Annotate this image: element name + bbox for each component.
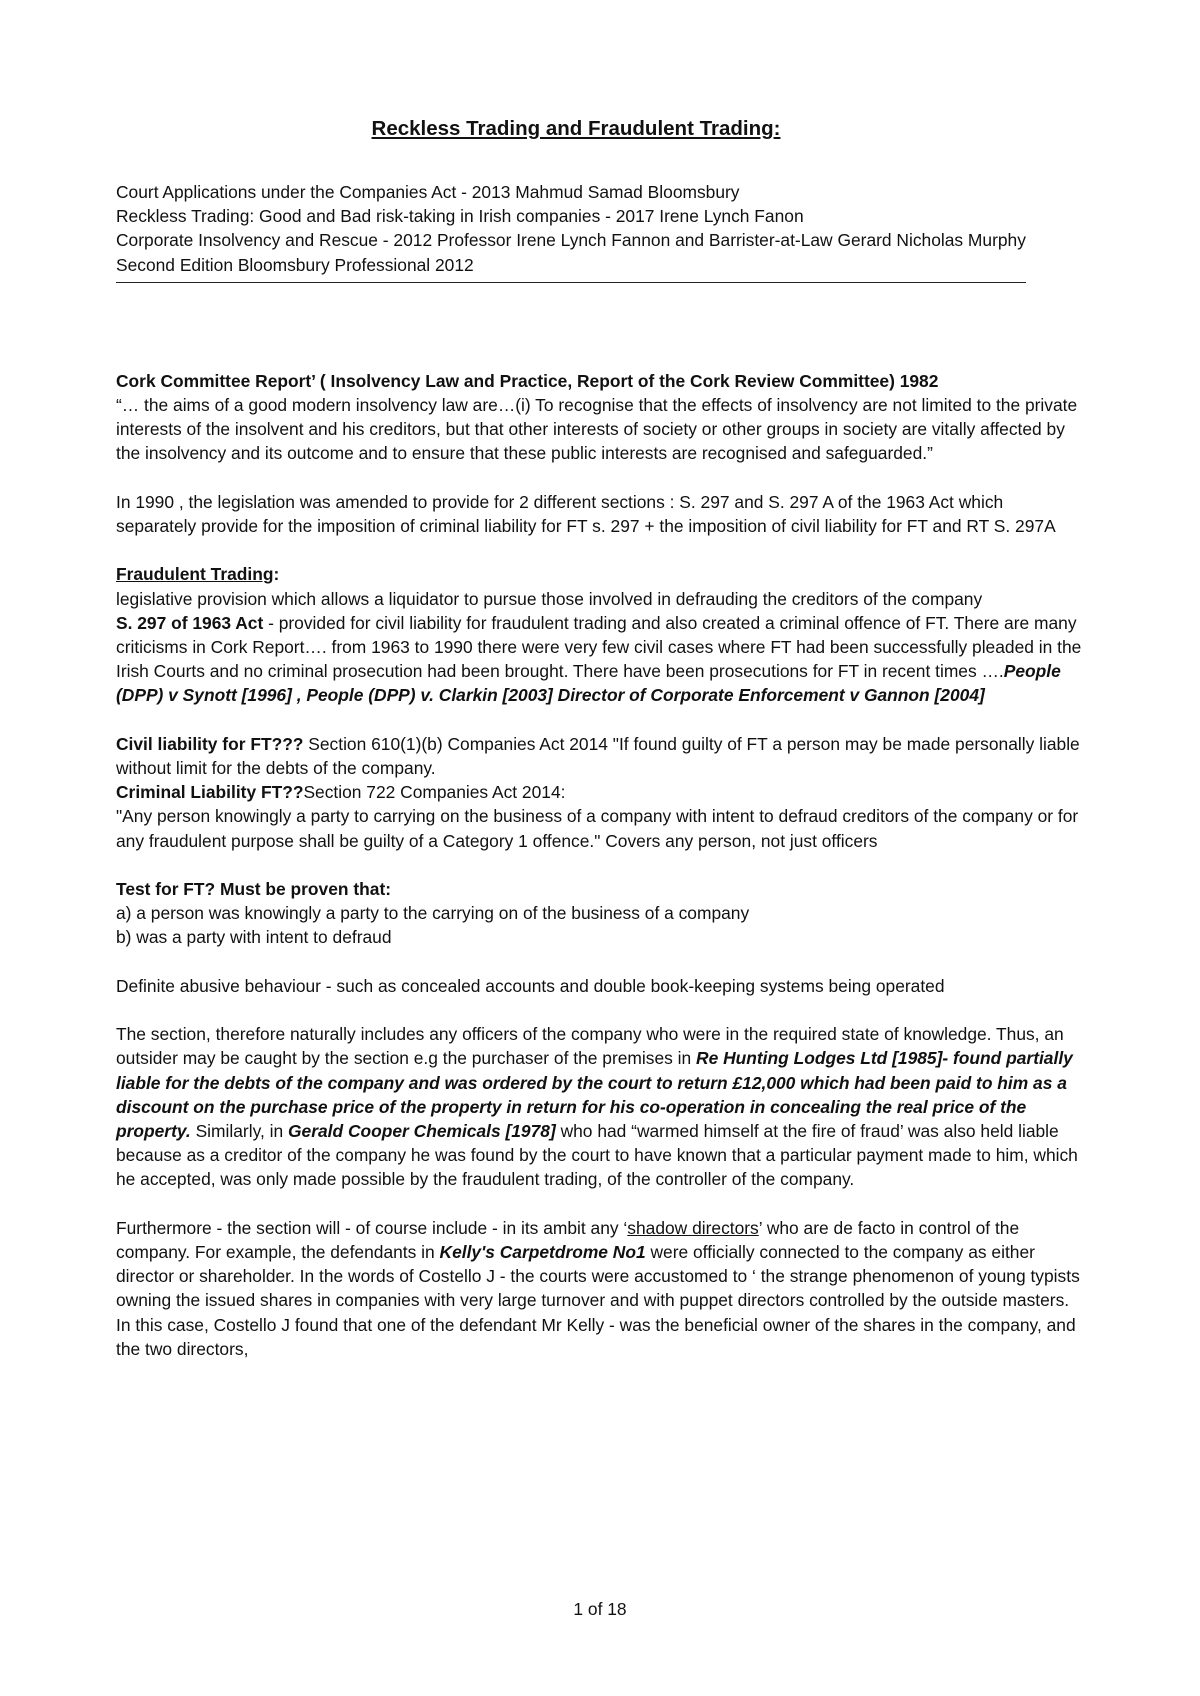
scope-text: who had “warmed himself at the fire of fraud’ was also held liable because as a creditor of the company he was found by the court to have known that a particular payment made to him, which he accepted, was only made possible by the fraudulent trading, of the controller of the company. — [116, 1121, 1078, 1190]
civil-liability-text: Section 610(1)(b) Companies Act 2014 "If found guilty of FT a person may be made personally liable without limit for the debts of the company. — [116, 733, 1080, 779]
fraudulent-trading-heading: Fraudulent Trading — [116, 564, 274, 585]
scope-text: The section, therefore naturally includes any officers of the company who were in the required state of knowledge. Thus, an outsider may be caught by the section e.g the purchaser of the premises in — [116, 1024, 1064, 1069]
scope-text: Similarly, in — [190, 1121, 289, 1142]
case-kellys-carpetdrome: Kelly's Carpetdrome No1 — [439, 1242, 646, 1263]
section-scope-paragraph — [116, 1022, 1088, 1191]
s297-label: S. 297 of 1963 Act — [116, 612, 264, 633]
cork-report-quote: “… the aims of a good modern insolvency law are…(i) To recognise that the effects of insolvency are not limited to the private interests of the insolvent and his creditors, but that other interests of society or other groups in society are vitally affected by the insolvency and its outcome and to ensure that these public interests are recognised and safeguarded.” — [116, 395, 1078, 464]
criminal-liability-label: Criminal Liability FT?? — [116, 782, 304, 803]
s297-text: - provided for civil liability for fraudulent trading and also created a criminal offence of FT. There are many criticisms in Cork Report…. from 1963 to 1990 there were very few civil cases where FT had been successfully pleaded in the Irish Courts and no criminal prosecution had been brought. There have been prosecutions for FT in recent times …. — [116, 612, 1082, 682]
shadow-directors-term: shadow directors — [627, 1217, 759, 1238]
shadow-text: ’ who are de facto in control of the company. For example, the defendants in — [116, 1217, 1020, 1263]
references-list — [116, 180, 1088, 277]
abusive-behaviour-paragraph: Definite abusive behaviour - such as concealed accounts and double book-keeping systems being operated — [116, 975, 945, 996]
reference-item: Court Applications under the Companies Act - 2013 Mahmud Samad Bloomsbury — [116, 182, 740, 202]
cork-report-heading: Cork Committee Report’ ( Insolvency Law and Practice, Report of the Cork Review Committee) 1982 — [116, 370, 939, 391]
test-item-b: b) was a party with intent to defraud — [116, 927, 392, 948]
criminal-liability-text: Section 722 Companies Act 2014: — [303, 782, 566, 803]
liability-paragraph — [116, 732, 1088, 853]
fraudulent-trading-definition: legislative provision which allows a liquidator to pursue those involved in defrauding the creditors of the company — [116, 588, 983, 609]
reference-item: Reckless Trading: Good and Bad risk-taking in Irish companies - 2017 Irene Lynch Fanon — [116, 206, 804, 227]
reference-item: Corporate Insolvency and Rescue - 2012 Professor Irene Lynch Fannon and Barrister-at-Law Gerard Nicholas Murphy Second Edition Bloomsbury Professional 2012 — [116, 230, 1026, 275]
legislation-1990-paragraph: In 1990 , the legislation was amended to provide for 2 different sections : S. 297 and S. 297 A of the 1963 Act which separately provide for the imposition of criminal liability for FT s. 297 + the imposition of civil liability for FT and RT S. 297A — [116, 491, 1056, 537]
page-number: 1 of 18 — [573, 1599, 627, 1619]
page-content — [116, 116, 1088, 1361]
fraudulent-trading-section — [116, 562, 1088, 707]
civil-liability-label: Civil liability for FT??? — [116, 733, 304, 754]
shadow-directors-paragraph — [116, 1216, 1088, 1361]
case-hunting-lodges: Re Hunting Lodges Ltd [1985]- found partially liable for the debts of the company and was ordered by the court to return £12,000 which had been paid to him as a discount on the purchase price of the property in return for his co-operation in concealing the real price of the property. — [116, 1048, 1073, 1142]
cork-report-paragraph — [116, 369, 1088, 466]
test-item-a: a) a person was knowingly a party to the carrying on of the business of a company — [116, 903, 750, 924]
shadow-text: were officially connected to the company as either director or shareholder. In the words of Costello J - the courts were accustomed to ‘ the strange phenomenon of young typists owning the issued shares in companies with very large turnover and with puppet directors controlled by the outside masters. In this case, Costello J found that one of the defendant Mr Kelly - was the beneficial owner of the shares in the company, and the two directors, — [116, 1242, 1080, 1359]
test-for-ft-section — [116, 877, 1088, 950]
s297-cases: People (DPP) v Synott [1996] , People (DPP) v. Clarkin [2003] Director of Corporate Enforcement v Gannon [2004] — [116, 661, 1061, 706]
test-heading: Test for FT? Must be proven that: — [116, 879, 392, 900]
criminal-liability-quote: "Any person knowingly a party to carrying on the business of a company with intent to defraud creditors of the company or for any fraudulent purpose shall be guilty of a Category 1 offence." Covers any person, not just officers — [116, 806, 1079, 851]
document-title: Reckless Trading and Fraudulent Trading: — [371, 117, 781, 140]
shadow-text: Furthermore - the section will - of course include - in its ambit any ‘ — [116, 1217, 628, 1238]
case-gerald-cooper: Gerald Cooper Chemicals [1978] — [288, 1121, 556, 1142]
heading-colon: : — [273, 564, 280, 585]
